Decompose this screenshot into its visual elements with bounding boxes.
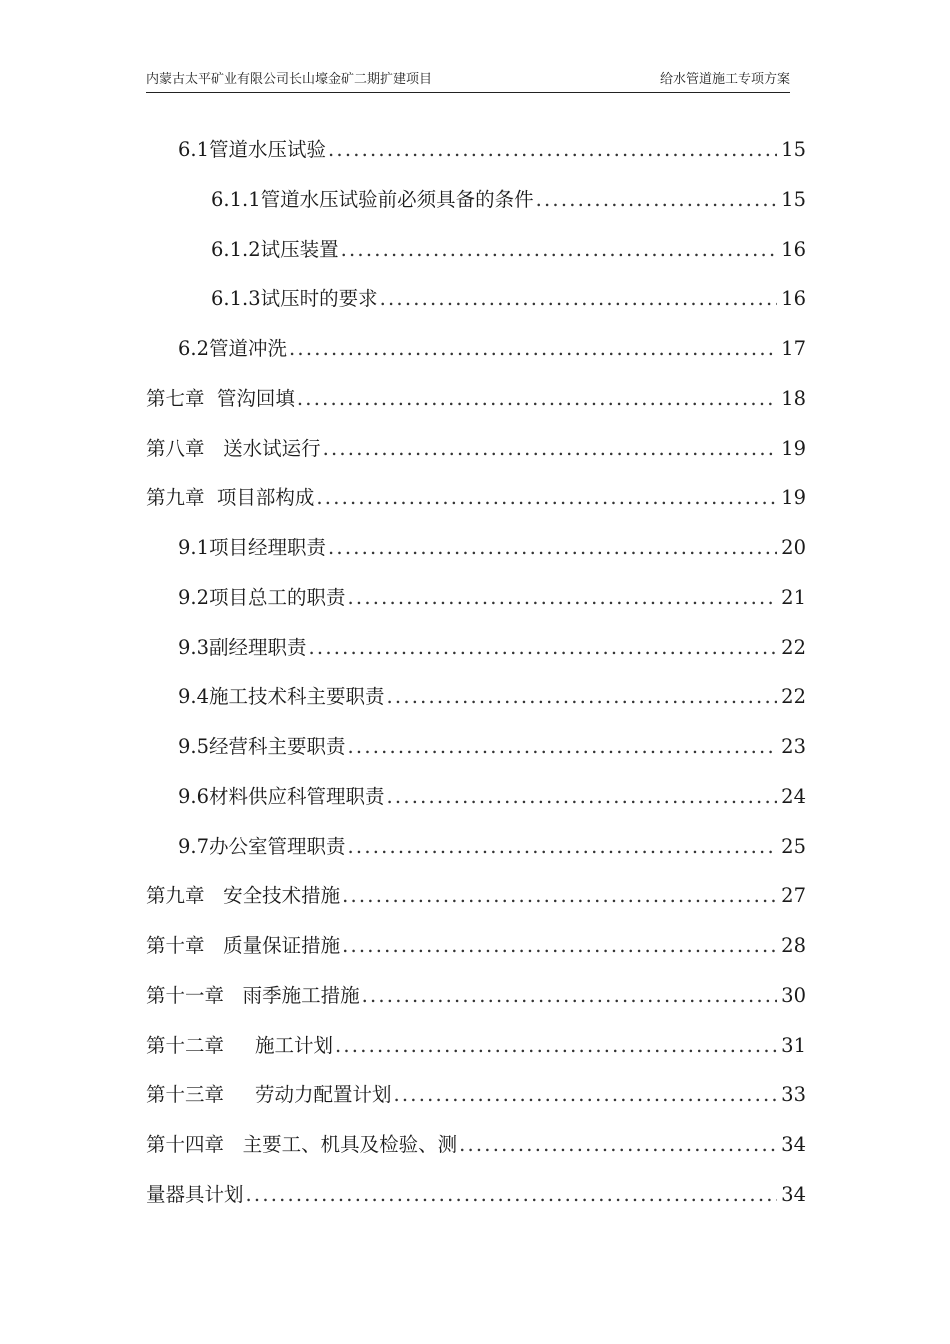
toc-entry[interactable]: [178, 632, 806, 664]
toc-dot-leader: [328, 134, 777, 166]
page-header: [146, 62, 790, 93]
toc-entry-title: 第十章 质量保证措施: [146, 934, 341, 957]
toc-entry-title: 6.1.2试压装置: [211, 237, 339, 261]
toc-entry-page-number: 34: [781, 1182, 806, 1206]
toc-entry-page-number: 27: [781, 884, 806, 908]
toc-dot-leader: [536, 184, 778, 216]
toc-entry-title: 9.3副经理职责: [178, 635, 307, 659]
toc-entry-title: 第八章 送水试运行: [146, 436, 321, 460]
toc-dot-leader: [362, 980, 778, 1012]
toc-entry-title: 量器具计划: [146, 1182, 244, 1206]
toc-entry-page-number: 22: [781, 685, 806, 709]
toc-entry-page-number: 21: [781, 585, 806, 609]
toc-dot-leader: [246, 1179, 778, 1211]
toc-entry-page-number: 16: [781, 237, 806, 261]
toc-entry[interactable]: [211, 283, 806, 315]
toc-entry[interactable]: [146, 1079, 806, 1111]
toc-entry[interactable]: [146, 1179, 806, 1211]
toc-entry-title: 9.1项目经理职责: [178, 536, 327, 559]
toc-entry-title: 6.1.1管道水压试验前必须具备的条件: [211, 187, 534, 211]
toc-entry-page-number: 16: [781, 287, 806, 311]
toc-entry[interactable]: [178, 333, 806, 365]
toc-dot-leader: [342, 930, 777, 962]
toc-entry-title: 第十一章 雨季施工措施: [146, 983, 360, 1007]
header-project-name: 内蒙古太平矿业有限公司长山壕金矿二期扩建项目: [146, 72, 433, 87]
toc-entry-title: 第七章 管沟回填: [146, 386, 295, 410]
toc-entry[interactable]: [146, 880, 806, 912]
toc-entry-page-number: 31: [781, 1033, 806, 1057]
toc-entry-title: 6.1.3试压时的要求: [211, 287, 378, 311]
toc-entry-page-number: 23: [781, 735, 806, 758]
toc-dot-leader: [348, 831, 778, 863]
toc-entry-page-number: 20: [781, 536, 806, 559]
toc-dot-leader: [309, 632, 778, 664]
toc-entry[interactable]: [146, 433, 806, 465]
toc-entry-page-number: 25: [781, 834, 806, 858]
toc-entry-title: 9.6材料供应科管理职责: [178, 784, 385, 808]
toc-entry-title: 9.7办公室管理职责: [178, 834, 346, 858]
toc-dot-leader: [348, 582, 778, 614]
toc-entry-page-number: 30: [781, 983, 806, 1007]
toc-entry-title: 第十二章 施工计划: [146, 1033, 333, 1057]
toc-dot-leader: [348, 731, 778, 763]
toc-dot-leader: [297, 383, 777, 415]
toc-entry-page-number: 19: [781, 486, 806, 510]
toc-entry[interactable]: [178, 831, 806, 863]
toc-entry-page-number: 33: [781, 1083, 806, 1107]
toc-entry-page-number: 15: [781, 138, 806, 161]
toc-dot-leader: [289, 333, 777, 365]
toc-entry[interactable]: [146, 482, 806, 514]
toc-entry[interactable]: [146, 980, 806, 1012]
toc-entry-page-number: 22: [781, 635, 806, 659]
toc-entry-title: 第十四章 主要工、机具及检验、测: [146, 1133, 458, 1156]
toc-entry-title: 第九章 项目部构成: [146, 486, 315, 510]
toc-entry-title: 9.2项目总工的职责: [178, 585, 346, 609]
toc-dot-leader: [387, 681, 778, 713]
toc-entry-title: 第九章 安全技术措施: [146, 884, 341, 908]
toc-entry-page-number: 18: [781, 386, 806, 410]
toc-dot-leader: [316, 482, 777, 514]
toc-dot-leader: [341, 234, 778, 266]
toc-entry[interactable]: [146, 383, 806, 415]
toc-dot-leader: [335, 1030, 777, 1062]
header-document-title: 给水管道施工专项方案: [659, 72, 790, 87]
toc-dot-leader: [328, 532, 777, 564]
toc-entry-page-number: 19: [781, 436, 806, 460]
toc-entry[interactable]: [178, 731, 806, 763]
toc-entry-title: 第十三章 劳动力配置计划: [146, 1083, 392, 1107]
toc-entry[interactable]: [211, 234, 806, 266]
toc-entry-title: 9.5经营科主要职责: [178, 735, 346, 758]
toc-entry-page-number: 24: [781, 784, 806, 808]
toc-entry-title: 9.4施工技术科主要职责: [178, 685, 385, 709]
toc-entry-page-number: 34: [781, 1133, 806, 1156]
toc-entry-page-number: 28: [781, 934, 806, 957]
toc-entry-page-number: 17: [781, 337, 806, 360]
toc-dot-leader: [323, 433, 778, 465]
toc-entry[interactable]: [146, 1129, 806, 1161]
toc-entry[interactable]: [178, 582, 806, 614]
toc-entry[interactable]: [178, 532, 806, 564]
toc-dot-leader: [459, 1129, 777, 1161]
toc-entry-title: 6.1管道水压试验: [178, 138, 327, 161]
toc-entry[interactable]: [178, 134, 806, 166]
toc-dot-leader: [342, 880, 777, 912]
toc-entry[interactable]: [146, 930, 806, 962]
toc-dot-leader: [394, 1079, 778, 1111]
toc-entry-title: 6.2管道冲洗: [178, 337, 288, 360]
toc-entry[interactable]: [178, 681, 806, 713]
toc-entry[interactable]: [211, 184, 806, 216]
toc-entry[interactable]: [146, 1030, 806, 1062]
toc-entry-page-number: 15: [781, 187, 806, 211]
toc-dot-leader: [387, 781, 778, 813]
toc-dot-leader: [380, 283, 778, 315]
toc-entry[interactable]: [178, 781, 806, 813]
